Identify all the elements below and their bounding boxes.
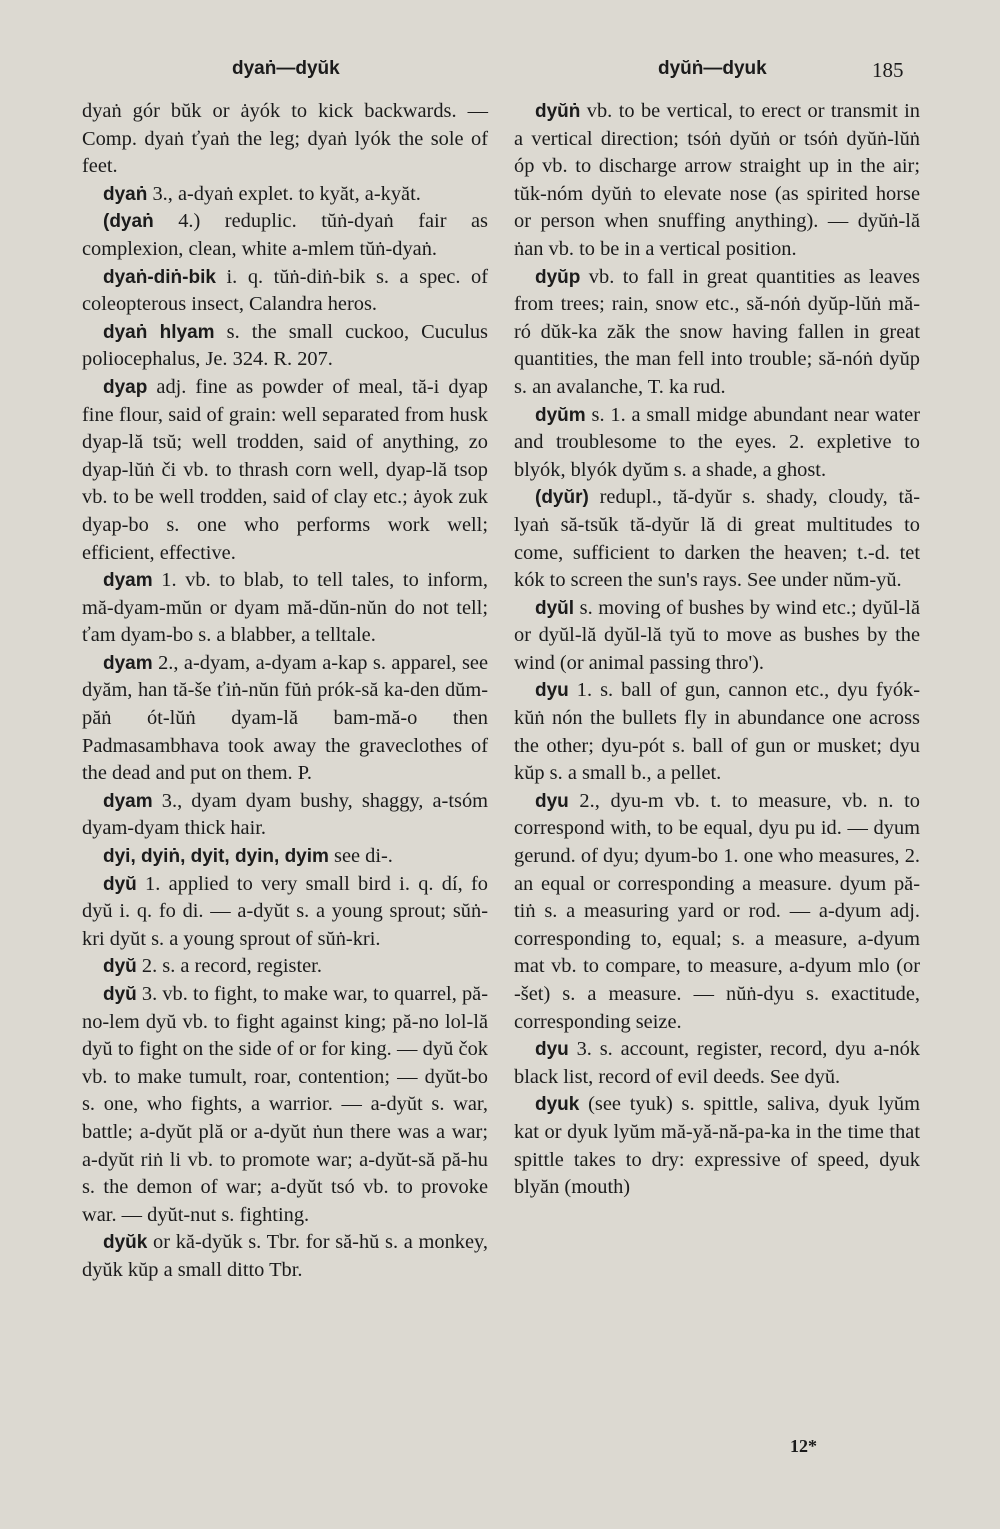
dictionary-entry bbox=[82, 871, 488, 954]
dictionary-entry bbox=[514, 1036, 920, 1091]
entry-text: 3. vb. to fight, to make war, to quarrel, pă-no-lem dyŭ vb. to fight against king; pă-no lol-lă dyŭ to fight on the side of or for king. — dyŭ čok vb. to make tumult, roar, contention; — dyŭt-bo s. one, who fights, a warrior. — a-dyŭt s. war, battle; a-dyŭt plă or a-dyŭt ṅun there was a war; a-dyŭt riṅ li vb. to promote war; a-dyŭt-să pă-hu s. the demon of war; a-dyŭt tsó vb. to provoke war. — dyŭt-nut s. fighting. bbox=[82, 983, 488, 1226]
entry-headword: dyaṅ-diṅ-bik bbox=[103, 266, 216, 288]
signature-mark: 12* bbox=[790, 1436, 817, 1456]
dictionary-entry bbox=[514, 402, 920, 485]
entry-text: adj. fine as powder of meal, tă-i dyap fine flour, said of grain: well separated from husk dyap-lă tsŭ; well trodden, said of anything, zo dyap-lŭṅ či vb. to thrash corn well, dyap-lă tsop vb. to be well trodden, said of clay etc.; ȧyok zuk dyap-bo s. one who performs work well; efficient, effective. bbox=[82, 375, 488, 564]
entry-text: vb. to fall in great quantities as leaves from trees; rain, snow etc., să-nóṅ dyŭp-lŭṅ mă-ró dŭk-ka zăk the snow having fallen in great quantities, the man fell into trouble; să-nóṅ dyŭp s. an avalanche, T. ka rud. bbox=[514, 265, 920, 398]
entry-headword: dyŭ bbox=[103, 873, 137, 895]
entry-text: 4.) reduplic. tŭṅ-dyaṅ fair as complexion, clean, white a-mlem tŭṅ-dyaṅ. bbox=[82, 210, 488, 260]
dictionary-entry bbox=[82, 181, 488, 209]
entry-text: s. moving of bushes by wind etc.; dyŭl-lă or dyŭl-lă dyŭl-lă tyŭ to move as bushes by the wind (or animal passing thro'). bbox=[514, 596, 920, 674]
right-column bbox=[514, 98, 920, 1202]
entry-text: vb. to be vertical, to erect or transmit in a vertical direction; tsóṅ dyŭṅ or tsóṅ dyŭṅ-lŭṅ óp vb. to discharge arrow straight up in the air; tŭk-nóm dyŭṅ to elevate nose (as spirited horse or person when snuffing anything). — dyŭṅ-lă ṅan vb. to be in a vertical position. bbox=[514, 100, 920, 260]
dictionary-entry bbox=[514, 595, 920, 678]
dictionary-entry bbox=[82, 1229, 488, 1284]
entry-headword: (dyŭr) bbox=[535, 487, 589, 509]
entry-headword: dyam bbox=[103, 652, 153, 674]
dictionary-entry bbox=[514, 1091, 920, 1201]
dictionary-entry bbox=[514, 484, 920, 594]
dictionary-entry bbox=[82, 567, 488, 650]
dictionary-entry bbox=[514, 98, 920, 264]
dictionary-entry bbox=[82, 981, 488, 1229]
entry-text: redupl., tă-dyŭr s. shady, cloudy, tă-lyaṅ să-tsŭk tă-dyŭr lă di great multitudes to come, sufficient to darken the heaven; t.-d. tet kók to screen the sun's rays. See under nŭm-yŭ. bbox=[514, 486, 920, 592]
page-number: 185 bbox=[872, 58, 904, 82]
entry-headword: dyŭ bbox=[103, 956, 137, 978]
entry-text: dyaṅ gór bŭk or ȧyók to kick backwards. — Comp. dyaṅ ťyaṅ the leg; dyaṅ lyók the sole of feet. bbox=[82, 100, 488, 178]
entry-headword: dyu bbox=[535, 1039, 569, 1061]
dictionary-entry bbox=[514, 788, 920, 1036]
entry-headword: dyŭk bbox=[103, 1232, 148, 1254]
left-column bbox=[82, 98, 488, 1285]
dictionary-entry bbox=[82, 788, 488, 843]
entry-headword: (dyaṅ bbox=[103, 211, 154, 233]
entry-text: (see tyuk) s. spittle, saliva, dyuk lyŭm kat or dyuk lyŭm mă-yă-nă-pa-ka in the time that spittle takes to dry: expressive of speed, dyuk blyăn (mouth) bbox=[514, 1093, 920, 1199]
dictionary-entry bbox=[82, 98, 488, 181]
entry-headword: dyŭm bbox=[535, 404, 586, 426]
entry-headword: dyŭp bbox=[535, 266, 581, 288]
dictionary-entry bbox=[514, 264, 920, 402]
entry-headword: dyi, dyiṅ, dyit, dyin, dyim bbox=[103, 846, 329, 868]
dictionary-entry bbox=[82, 208, 488, 263]
entry-text: 1. applied to very small bird i. q. dí, fo dyŭ i. q. fo di. — a-dyŭt s. a young sprout; sŭṅ-kri dyŭt s. a young sprout of sŭṅ-kri. bbox=[82, 872, 488, 950]
entry-headword: dyŭ bbox=[103, 984, 137, 1005]
entry-text: s. the small cuckoo, Cuculus poliocephalus, Je. 324. R. 207. bbox=[82, 320, 488, 371]
entry-headword: dyaṅ hlyam bbox=[103, 321, 215, 343]
entry-text: s. 1. a small midge abundant near water and troublesome to the eyes. 2. expletive to blyók, blyók dyŭm s. a shade, a ghost. bbox=[514, 403, 920, 481]
entry-text: 1. s. ball of gun, cannon etc., dyu fyók-kŭṅ nón the bullets fly in abundance one across the other; dyu-pót s. ball of gun or musket; dyu kŭp s. a small b., a pellet. bbox=[514, 679, 920, 785]
running-head-left: dyaṅ—dyŭk bbox=[232, 58, 340, 79]
entry-text: 1. vb. to blab, to tell tales, to inform, mă-dyam-mŭn or dyam mă-dŭn-nŭn do not tell; ťam dyam-bo s. a blabber, a telltale. bbox=[82, 569, 488, 647]
entry-headword: dyam bbox=[103, 570, 153, 592]
text-columns bbox=[82, 98, 924, 1478]
entry-text: 3. s. account, register, record, dyu a-nók black list, record of evil deeds. See dyŭ. bbox=[514, 1038, 920, 1088]
dictionary-entry bbox=[82, 264, 488, 319]
entry-text: 3., a-dyaṅ explet. to kyăt, a-kyăt. bbox=[147, 182, 421, 205]
entry-text: 3., dyam dyam bushy, shaggy, a-tsóm dyam-dyam thick hair. bbox=[82, 789, 488, 840]
dictionary-entry bbox=[82, 953, 488, 981]
entry-text: 2., a-dyam, a-dyam a-kap s. apparel, see dyăm, han tă-še ťiṅ-nŭn fŭṅ prók-să ka-den dŭm-păṅ ót-lŭṅ dyam-lă bam-mă-o then Padmasambhava took away the graveclothes of the dead and put on them. P. bbox=[82, 651, 488, 785]
dictionary-entry bbox=[514, 677, 920, 787]
entry-text: or kă-dyŭk s. Tbr. for să-hŭ s. a monkey, dyŭk kŭp a small ditto Tbr. bbox=[82, 1231, 488, 1281]
running-head bbox=[0, 58, 1000, 84]
entry-headword: dyaṅ bbox=[103, 183, 148, 205]
running-head-right: dyŭṅ—dyuk bbox=[658, 58, 767, 79]
entry-headword: dyu bbox=[535, 790, 569, 812]
dictionary-entry bbox=[82, 374, 488, 567]
entry-headword: dyu bbox=[535, 680, 569, 702]
dictionary-entry bbox=[82, 319, 488, 374]
entry-headword: dyap bbox=[103, 376, 148, 398]
entry-text: i. q. tŭṅ-diṅ-bik s. a spec. of coleopterous insect, Calandra heros. bbox=[82, 265, 488, 316]
entry-headword: dyŭṅ bbox=[535, 101, 581, 122]
entry-text: see di-. bbox=[328, 845, 393, 868]
entry-headword: dyuk bbox=[535, 1094, 580, 1116]
dictionary-entry bbox=[82, 843, 488, 871]
entry-headword: dyam bbox=[103, 790, 153, 812]
dictionary-entry bbox=[82, 650, 488, 788]
entry-text: 2., dyu-m vb. t. to measure, vb. n. to correspond with, to be equal, dyu pu id. — dyum gerund. of dyu; dyum-bo 1. one who measures, 2. an equal or corresponding a measure. dyum pă-tiṅ s. a measuring yard or rod. — a-dyum adj. corresponding to, equal; s. a measure, a-dyum mat vb. to compare, to measure, a-dyum mlo (or -šet) s. a measure. — nŭṅ-dyu s. exactitude, corresponding seize. bbox=[514, 789, 920, 1033]
entry-headword: dyŭl bbox=[535, 597, 575, 619]
entry-text: 2. s. a record, register. bbox=[136, 955, 322, 978]
